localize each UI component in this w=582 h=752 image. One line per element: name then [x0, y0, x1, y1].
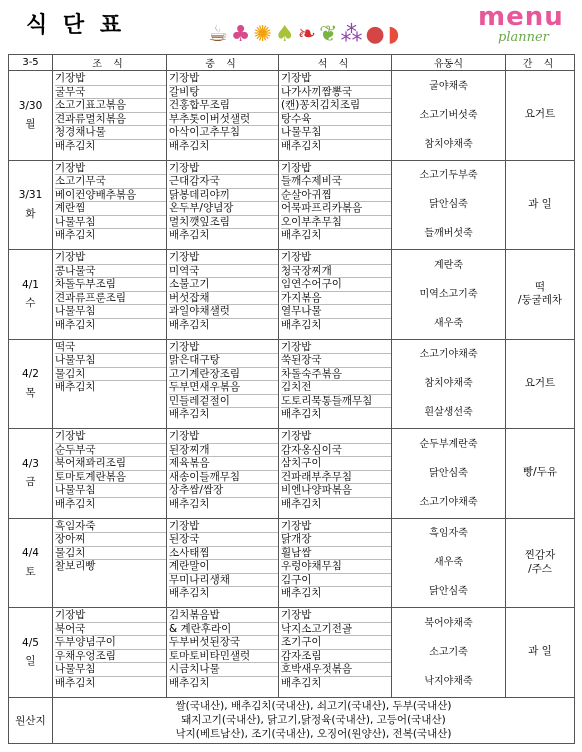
day-weekday: 수	[25, 297, 36, 310]
breakfast-item: 견과류프룬조림	[55, 292, 166, 306]
day-weekday: 금	[25, 476, 36, 489]
menu-table	[8, 54, 575, 744]
lunch-item: 미역국	[169, 265, 278, 279]
lunch-item: 시금치나물	[169, 663, 278, 677]
dinner-item: 배추김치	[281, 318, 322, 331]
porridge-item: 소고기죽	[429, 646, 468, 658]
day-cell	[9, 339, 53, 429]
lunch-item: 배추김치	[169, 318, 210, 331]
dinner-item: 어묵파프리카볶음	[281, 202, 391, 216]
lunch-item: & 계란후라이	[169, 623, 278, 637]
breakfast-item: 굴무국	[55, 86, 166, 100]
lunch-item: 고기계란장조림	[169, 368, 278, 382]
dinner-item: 임연수어구이	[281, 278, 391, 292]
breakfast-item: 기장밥	[55, 430, 166, 444]
dinner-item: 순살아귀찜	[281, 189, 391, 203]
breakfast-item: 장아찌	[55, 533, 166, 547]
day-weekday: 월	[25, 118, 36, 131]
day-weekday: 화	[25, 207, 36, 220]
day-date: 4/4	[22, 547, 39, 560]
lunch-item: 멸치깻잎조림	[169, 216, 278, 230]
menu-planner-logo	[478, 2, 578, 50]
porridge-cell	[392, 250, 506, 340]
origin-row	[9, 697, 575, 743]
dinner-item: 차돌숙주볶음	[281, 368, 391, 382]
dinner-item: 건파래부추무침	[281, 471, 391, 485]
lunch-item: 배추김치	[169, 139, 210, 152]
page-header	[0, 0, 582, 52]
breakfast-item: 기장밥	[55, 72, 166, 86]
lunch-item: 소사태찜	[169, 547, 278, 561]
day-row	[9, 608, 575, 698]
breakfast-item: 찰보리빵	[55, 560, 96, 573]
dinner-item: 기장밥	[281, 72, 391, 86]
lunch-item: 맑은대구탕	[169, 354, 278, 368]
snack-cell: 떡 /둥굴레차	[506, 250, 575, 340]
day-date: 4/5	[22, 636, 39, 649]
lunch-item: 두부면새우볶음	[169, 381, 278, 395]
corn-icon: ❦	[319, 22, 338, 47]
day-cell	[9, 250, 53, 340]
lunch-item: 갈비탕	[169, 86, 278, 100]
lunch-item: 기장밥	[169, 162, 278, 176]
dinner-item: 나물무침	[281, 126, 391, 140]
day-date: 3/31	[18, 189, 43, 202]
porridge-item: 닭안심죽	[429, 586, 468, 598]
day-cell	[9, 608, 53, 698]
day-row	[9, 71, 575, 161]
breakfast-item: 콩나물국	[55, 265, 166, 279]
porridge-item: 새우죽	[434, 557, 463, 569]
dinner-item: 우렁야채무침	[281, 560, 391, 574]
day-weekday: 목	[25, 386, 36, 399]
porridge-item: 소고기야채죽	[419, 349, 478, 361]
day-date: 4/3	[22, 457, 39, 470]
snack-cell: 과 일	[506, 160, 575, 250]
origin-line: 낙지(베트남산), 조기(국내산), 오징어(원양산), 전복(국내산)	[175, 728, 452, 740]
lunch-item: 새송이들깨무침	[169, 471, 278, 485]
breakfast-item: 기장밥	[55, 251, 166, 265]
lunch-item: 기장밥	[169, 341, 278, 355]
cupcake-icon: ♣	[230, 22, 251, 47]
day-row	[9, 429, 575, 519]
porridge-item: 흑임자죽	[429, 528, 468, 540]
breakfast-item: 나물무침	[55, 354, 166, 368]
breakfast-item: 물김치	[55, 368, 166, 382]
breakfast-item: 배추김치	[55, 229, 96, 242]
chili-icon: ❧	[297, 22, 317, 47]
lunch-cell	[167, 160, 279, 250]
dinner-item: 감자조림	[281, 650, 391, 664]
day-row	[9, 339, 575, 429]
coffee-cup-icon: ☕	[208, 22, 228, 47]
breakfast-cell	[53, 250, 167, 340]
porridge-cell	[392, 160, 506, 250]
lunch-cell	[167, 250, 279, 340]
lunch-cell	[167, 518, 279, 608]
dinner-item: 기장밥	[281, 520, 391, 534]
dinner-cell	[279, 518, 392, 608]
logo-word: menu	[478, 2, 564, 32]
dinner-item: 가지볶음	[281, 292, 391, 306]
dinner-item: 탕수육	[281, 113, 391, 127]
lunch-item: 민들레겉절이	[169, 395, 278, 409]
porridge-cell	[392, 71, 506, 161]
lunch-item: 제육볶음	[169, 457, 278, 471]
porridge-item: 소고기두부죽	[419, 170, 478, 182]
lunch-item: 된장찌개	[169, 444, 278, 458]
porridge-item: 닭안심죽	[429, 199, 468, 211]
origin-info	[53, 697, 575, 743]
breakfast-item: 배추김치	[55, 381, 96, 394]
dinner-item: 배추김치	[281, 676, 322, 689]
porridge-cell	[392, 518, 506, 608]
menu-body	[9, 71, 575, 698]
dinner-item: 기장밥	[281, 162, 391, 176]
dinner-cell	[279, 339, 392, 429]
porridge-item: 닭안심죽	[429, 467, 468, 479]
dinner-item: 기장밥	[281, 609, 391, 623]
page-title: 식 단 표	[26, 13, 126, 38]
dinner-item: 감자옹심이국	[281, 444, 391, 458]
breakfast-item: 배추김치	[55, 318, 96, 331]
dinner-cell	[279, 250, 392, 340]
breakfast-item: 배추김치	[55, 497, 96, 510]
breakfast-item: 흑임자죽	[55, 520, 166, 534]
dinner-item: 조기구이	[281, 636, 391, 650]
dinner-item: 배추김치	[281, 408, 322, 421]
day-row	[9, 160, 575, 250]
day-row	[9, 250, 575, 340]
pear-icon: ♠	[274, 22, 295, 47]
dinner-item: 배추김치	[281, 587, 322, 600]
lunch-item: 버섯잡채	[169, 292, 278, 306]
header-dinner: 석 식	[279, 55, 392, 71]
origin-line: 쌀(국내산), 배추김치(국내산), 쇠고기(국내산), 두부(국내산)	[175, 700, 452, 712]
watermelon-icon: ◗	[387, 22, 400, 47]
breakfast-item: 물김치	[55, 547, 166, 561]
lunch-cell	[167, 71, 279, 161]
porridge-item: 흰살생선죽	[424, 407, 473, 419]
breakfast-item: 나물무침	[55, 484, 166, 498]
porridge-item: 소고기버섯죽	[419, 109, 478, 121]
lunch-item: 배추김치	[169, 497, 210, 510]
breakfast-cell	[53, 339, 167, 429]
day-weekday: 일	[25, 655, 36, 668]
lunch-item: 기장밥	[169, 520, 278, 534]
decor-icons	[208, 6, 399, 46]
lunch-item: 닭봉데리야끼	[169, 189, 278, 203]
lunch-cell	[167, 339, 279, 429]
header-row	[9, 55, 575, 71]
dinner-cell	[279, 71, 392, 161]
breakfast-item: 북어채꽈리조림	[55, 457, 166, 471]
snack-cell: 빵/두유	[506, 429, 575, 519]
dinner-item: 닭개장	[281, 533, 391, 547]
breakfast-item: 소고기표고볶음	[55, 99, 166, 113]
breakfast-item: 나물무침	[55, 305, 166, 319]
lunch-item: 계란말이	[169, 560, 278, 574]
snack-cell: 요거트	[506, 71, 575, 161]
porridge-item: 미역소고기죽	[419, 288, 478, 300]
dinner-item: 배추김치	[281, 229, 322, 242]
lunch-item: 건홍합무조림	[169, 99, 278, 113]
breakfast-cell	[53, 429, 167, 519]
day-date: 3/30	[18, 99, 43, 112]
porridge-item: 참치야채죽	[424, 138, 473, 150]
breakfast-item: 토마토계란볶음	[55, 471, 166, 485]
dinner-item: 배추김치	[281, 497, 322, 510]
porridge-cell	[392, 608, 506, 698]
day-cell	[9, 429, 53, 519]
lunch-item: 배추김치	[169, 408, 210, 421]
breakfast-cell	[53, 518, 167, 608]
breakfast-item: 베이컨양배추볶음	[55, 189, 166, 203]
breakfast-cell	[53, 160, 167, 250]
lunch-item: 두부버섯된장국	[169, 636, 278, 650]
breakfast-item: 떡국	[55, 341, 166, 355]
lunch-cell	[167, 429, 279, 519]
dinner-item: 삼치구이	[281, 457, 391, 471]
porridge-item: 새우죽	[434, 317, 463, 329]
dinner-item: 비엔나양파볶음	[281, 484, 391, 498]
dinner-item: (캔)꽁치김치조림	[281, 99, 391, 113]
lunch-item: 기장밥	[169, 430, 278, 444]
porridge-item: 북어야채죽	[424, 617, 473, 629]
breakfast-item: 계란찜	[55, 202, 166, 216]
lunch-item: 부추톳이버섯샐럿	[169, 113, 278, 127]
snack-cell: 찐감자 /주스	[506, 518, 575, 608]
orange-slice-icon: ✺	[253, 22, 272, 47]
breakfast-item: 견과류멸치볶음	[55, 113, 166, 127]
breakfast-item: 청경채나물	[55, 126, 166, 140]
dinner-item: 도토리묵통들깨무침	[281, 395, 391, 409]
lunch-item: 근대감자국	[169, 175, 278, 189]
day-row	[9, 518, 575, 608]
porridge-cell	[392, 339, 506, 429]
apple-icon: ●	[365, 22, 385, 47]
dinner-cell	[279, 608, 392, 698]
breakfast-item: 기장밥	[55, 162, 166, 176]
logo-sub: planner	[498, 30, 549, 45]
lunch-item: 토마토비타민샐럿	[169, 650, 278, 664]
dinner-item: 들깨수제비국	[281, 175, 391, 189]
snack-cell: 요거트	[506, 339, 575, 429]
day-cell	[9, 160, 53, 250]
header-snack: 간 식	[506, 55, 575, 71]
breakfast-item: 소고기무국	[55, 175, 166, 189]
breakfast-item: 우채우엉조림	[55, 650, 166, 664]
dinner-item: 쑥된장국	[281, 354, 391, 368]
breakfast-item: 기장밥	[55, 609, 166, 623]
lunch-item: 된장국	[169, 533, 278, 547]
dinner-item: 오이부추무침	[281, 216, 391, 230]
lunch-item: 기장밥	[169, 251, 278, 265]
breakfast-item: 두부양념구이	[55, 636, 166, 650]
porridge-item: 계란죽	[434, 259, 463, 271]
lunch-item: 기장밥	[169, 72, 278, 86]
header-range: 3-5	[9, 55, 53, 71]
day-date: 4/2	[22, 368, 39, 381]
snack-cell: 과 일	[506, 608, 575, 698]
day-weekday: 토	[25, 565, 36, 578]
dinner-item: 김치전	[281, 381, 391, 395]
breakfast-item: 나물무침	[55, 663, 166, 677]
dinner-item: 낙지소고기전골	[281, 623, 391, 637]
origin-line: 돼지고기(국내산), 닭고기,닭정육(국내산), 고등어(국내산)	[181, 714, 446, 726]
porridge-item: 소고기야채죽	[419, 496, 478, 508]
lunch-item: 온두부/양념장	[169, 202, 278, 216]
header-lunch: 중 식	[167, 55, 279, 71]
dinner-cell	[279, 429, 392, 519]
dinner-cell	[279, 160, 392, 250]
breakfast-cell	[53, 608, 167, 698]
dinner-item: 기장밥	[281, 430, 391, 444]
lunch-item: 배추김치	[169, 587, 210, 600]
porridge-item: 들깨버섯죽	[424, 228, 473, 240]
lunch-item: 아삭이고추무침	[169, 126, 278, 140]
lunch-item: 무미나리생채	[169, 574, 278, 588]
lunch-cell	[167, 608, 279, 698]
dinner-item: 배추김치	[281, 139, 322, 152]
porridge-item: 낙지야채죽	[424, 675, 473, 687]
header-breakfast: 조 식	[53, 55, 167, 71]
dinner-item: 열무나물	[281, 305, 391, 319]
dinner-item: 횔남쌈	[281, 547, 391, 561]
porridge-cell	[392, 429, 506, 519]
breakfast-item: 배추김치	[55, 139, 96, 152]
day-cell	[9, 518, 53, 608]
lunch-item: 과일야채샐럿	[169, 305, 278, 319]
breakfast-item: 차돌두부조림	[55, 278, 166, 292]
lunch-item: 김치볶음밥	[169, 609, 278, 623]
dinner-item: 나가사끼짬뽕국	[281, 86, 391, 100]
dinner-item: 김구이	[281, 574, 391, 588]
day-cell	[9, 71, 53, 161]
lunch-item: 소불고기	[169, 278, 278, 292]
breakfast-item: 배추김치	[55, 676, 96, 689]
breakfast-item: 북어국	[55, 623, 166, 637]
porridge-item: 참치야채죽	[424, 378, 473, 390]
grapes-icon: ⁂	[340, 22, 363, 47]
dinner-item: 호박새우젓볶음	[281, 663, 391, 677]
breakfast-item: 나물무침	[55, 216, 166, 230]
breakfast-item: 순두부국	[55, 444, 166, 458]
porridge-item: 굴야채죽	[429, 80, 468, 92]
origin-label: 원산지	[9, 697, 53, 743]
header-porridge: 유동식	[392, 55, 506, 71]
dinner-item: 청국장찌개	[281, 265, 391, 279]
porridge-item: 순두부계란죽	[419, 438, 478, 450]
lunch-item: 배추김치	[169, 229, 210, 242]
day-date: 4/1	[22, 278, 39, 291]
breakfast-cell	[53, 71, 167, 161]
dinner-item: 기장밥	[281, 251, 391, 265]
lunch-item: 상추쌈/쌈장	[169, 484, 278, 498]
dinner-item: 기장밥	[281, 341, 391, 355]
lunch-item: 배추김치	[169, 676, 210, 689]
